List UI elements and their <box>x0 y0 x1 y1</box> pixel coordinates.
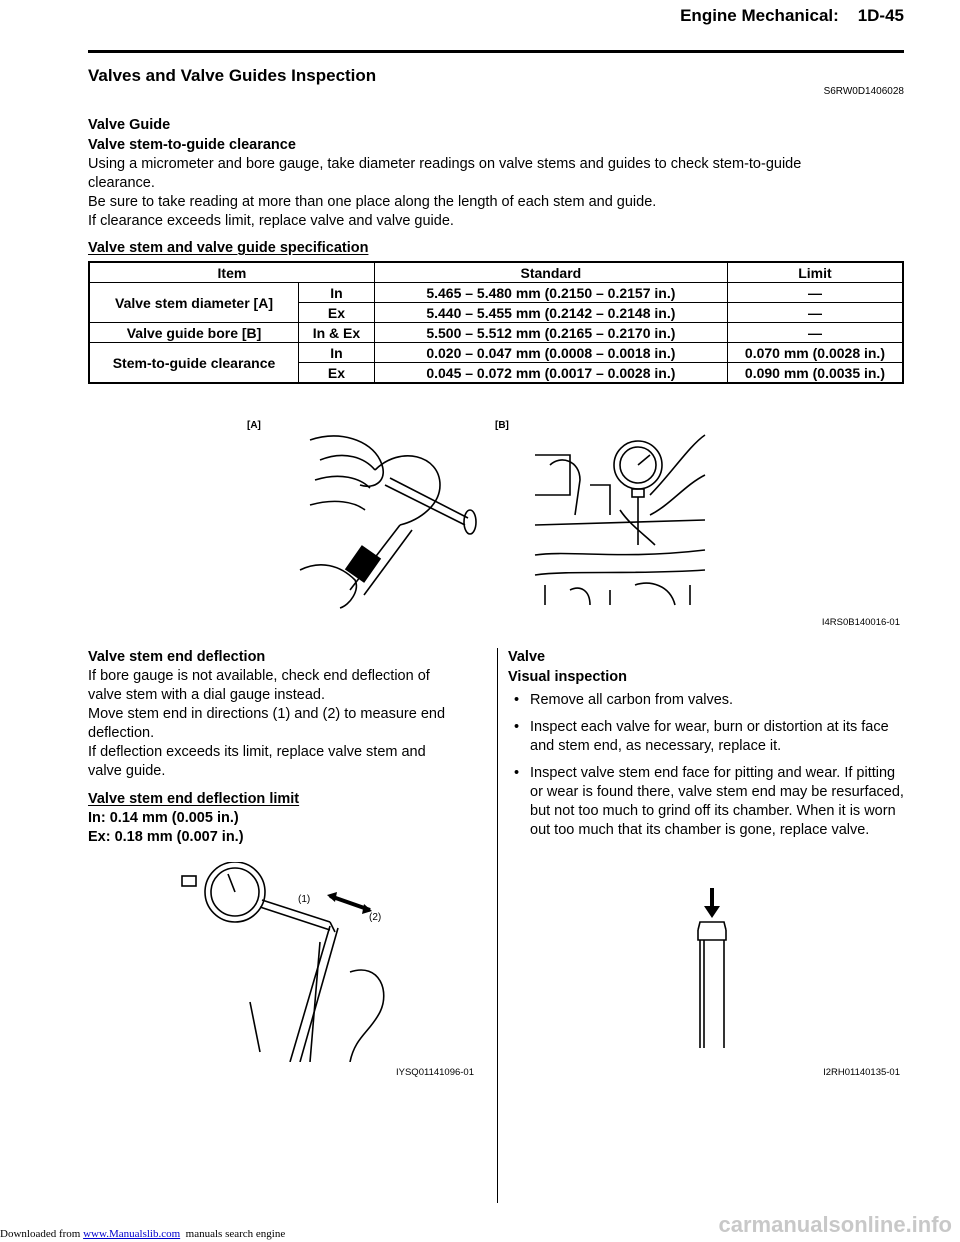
page-header-title: Engine Mechanical: 1D-45 <box>680 6 904 25</box>
table-header-row <box>89 262 903 283</box>
deflection-limit-title: Valve stem end deflection limit <box>88 791 300 807</box>
list-item: • Inspect valve stem end face for pitting and wear. If pitting or wear is found there, valve stem end may be resurfaced, but not too much to grind off its chamber. When it is worn out too much that its chamber is gone, replace valve. <box>508 764 908 840</box>
table-cell-standard: 0.045 – 0.072 mm (0.0017 – 0.0028 in.) <box>374 363 727 384</box>
table-cell-sub: In & Ex <box>299 323 375 343</box>
table-cell-limit: — <box>727 323 903 343</box>
deflection-paragraph <box>88 667 488 781</box>
col-header-standard: Standard <box>374 262 727 283</box>
table-cell-sub: In <box>299 283 375 303</box>
para-line: Be sure to take reading at more than one place along the length of each stem and guide. <box>88 194 657 210</box>
table-cell-item: Valve stem diameter [A] <box>89 283 299 323</box>
table-cell-standard: 5.465 – 5.480 mm (0.2150 – 0.2157 in.) <box>374 283 727 303</box>
spec-title: Valve stem and valve guide specification <box>88 240 369 256</box>
valve-bullet-list <box>508 691 908 848</box>
table-cell-sub: In <box>299 343 375 363</box>
direction-label-1: (1) <box>298 894 311 905</box>
micrometer-illustration <box>290 430 480 610</box>
section-code: S6RW0D1406028 <box>823 86 904 97</box>
table-cell-item: Stem-to-guide clearance <box>89 343 299 384</box>
table-row <box>89 323 903 343</box>
valve-guide-heading: Valve Guide <box>88 117 171 133</box>
deflection-limit-in: In: 0.14 mm (0.005 in.) <box>88 810 239 826</box>
list-item: • Remove all carbon from valves. <box>508 691 908 710</box>
para-line: valve stem with a dial gauge instead. <box>88 687 325 703</box>
para-line: Move stem end in directions (1) and (2) to measure end <box>88 706 446 722</box>
header-rule <box>88 50 904 53</box>
para-line: deflection. <box>88 725 155 741</box>
clearance-subheading: Valve stem-to-guide clearance <box>88 137 296 153</box>
deflection-limit-ex: Ex: 0.18 mm (0.007 in.) <box>88 829 244 845</box>
col-header-limit: Limit <box>727 262 903 283</box>
manualslib-link[interactable]: www.Manualslib.com <box>83 1228 181 1240</box>
download-footer <box>0 1228 285 1240</box>
col-header-item: Item <box>89 262 374 283</box>
table-cell-sub: Ex <box>299 363 375 384</box>
table-cell-limit: 0.070 mm (0.0028 in.) <box>727 343 903 363</box>
para-line: If clearance exceeds limit, replace valve and valve guide. <box>88 213 454 229</box>
bore-gauge-illustration <box>530 425 710 610</box>
para-line: If bore gauge is not available, check end deflection of <box>88 668 430 684</box>
table-cell-sub: Ex <box>299 303 375 323</box>
clearance-paragraph <box>88 155 908 231</box>
table-cell-standard: 0.020 – 0.047 mm (0.0008 – 0.0018 in.) <box>374 343 727 363</box>
visual-inspection-subheading: Visual inspection <box>508 669 627 685</box>
watermark-logo: carmanualsonline.info <box>718 1212 952 1237</box>
para-line: clearance. <box>88 175 155 191</box>
deflection-heading: Valve stem end deflection <box>88 649 266 665</box>
table-cell-item: Valve guide bore [B] <box>89 323 299 343</box>
figure-label-a: [A] <box>247 420 261 431</box>
figure1-code: I4RS0B140016-01 <box>821 617 900 628</box>
dial-gauge-illustration <box>180 862 400 1062</box>
valve-heading: Valve <box>508 649 546 665</box>
table-row <box>89 283 903 303</box>
para-line: valve guide. <box>88 763 166 779</box>
footer-prefix: Downloaded from <box>0 1228 84 1240</box>
table-cell-limit: 0.090 mm (0.0035 in.) <box>727 363 903 384</box>
table-cell-limit: — <box>727 303 903 323</box>
column-divider <box>497 648 498 1203</box>
table-cell-standard: 5.440 – 5.455 mm (0.2142 – 0.2148 in.) <box>374 303 727 323</box>
footer-suffix: manuals search engine <box>180 1228 286 1240</box>
spec-table <box>88 261 904 384</box>
direction-label-2: (2) <box>369 912 382 923</box>
para-line: If deflection exceeds its limit, replace valve stem and <box>88 744 426 760</box>
table-cell-limit: — <box>727 283 903 303</box>
list-item: • Inspect each valve for wear, burn or distortion at its face and stem end, as necessary, replace it. <box>508 718 908 756</box>
figure2-code: IYSQ01141096-01 <box>396 1067 474 1078</box>
table-cell-standard: 5.500 – 5.512 mm (0.2165 – 0.2170 in.) <box>374 323 727 343</box>
figure-label-b: [B] <box>495 420 509 431</box>
section-title: Valves and Valve Guides Inspection <box>88 66 377 85</box>
para-line: Using a micrometer and bore gauge, take diameter readings on valve stems and guides to check stem-to-guide <box>88 156 802 172</box>
table-row <box>89 343 903 363</box>
valve-stem-illustration <box>690 888 740 1053</box>
figure3-code: I2RH01140135-01 <box>823 1067 900 1078</box>
